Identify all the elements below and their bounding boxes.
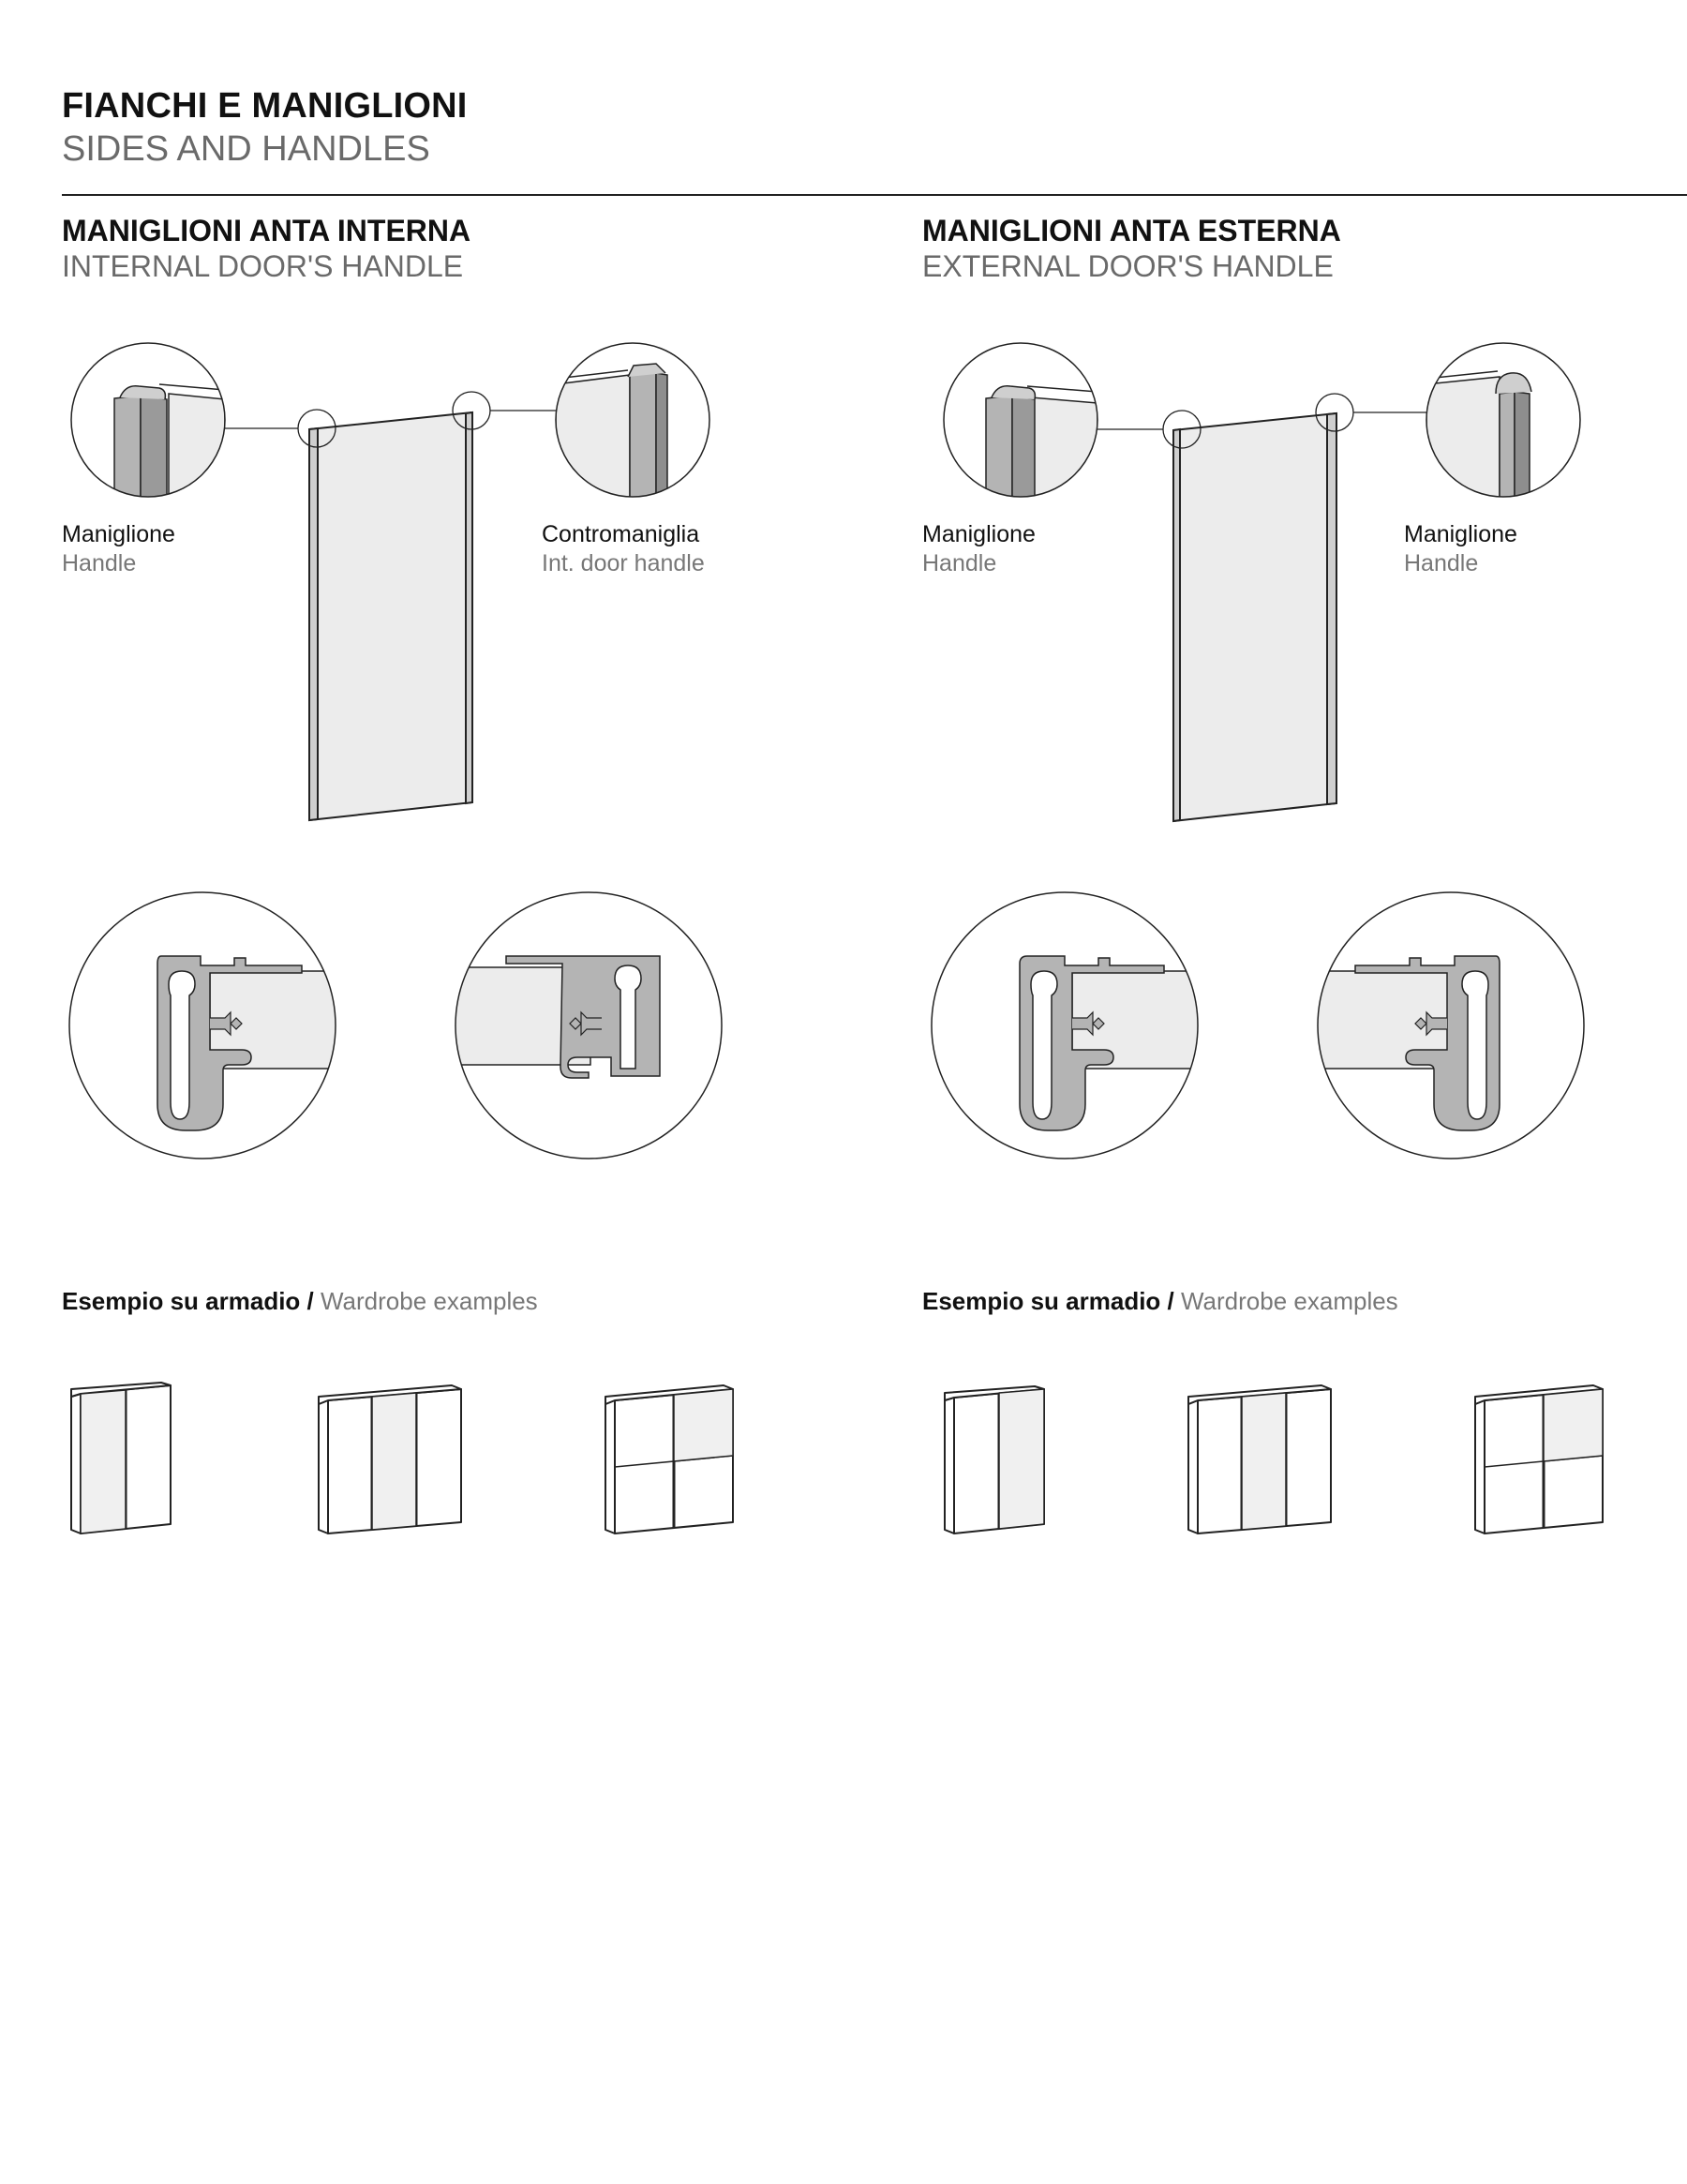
internal-left-label: Maniglione — [62, 521, 175, 547]
internal-wardrobe-3-door — [319, 1385, 461, 1533]
internal-wardrobe-grid — [605, 1385, 733, 1533]
internal-left-sublabel: Handle — [62, 550, 137, 576]
external-handle-section — [932, 892, 1203, 1159]
external-left-detail — [944, 343, 1097, 506]
external-examples-caption: Esempio su armadio / Wardrobe examples — [922, 1287, 1398, 1315]
section-external-subtitle: EXTERNAL DOOR'S HANDLE — [922, 249, 1334, 283]
internal-right-detail — [556, 343, 709, 506]
external-wardrobe-2-door — [945, 1386, 1044, 1533]
external-handle-section-right — [1303, 892, 1584, 1159]
external-wardrobe-3-door — [1188, 1385, 1331, 1533]
section-internal-subtitle: INTERNAL DOOR'S HANDLE — [62, 249, 464, 283]
section-external-title: MANIGLIONI ANTA ESTERNA — [922, 214, 1341, 247]
external-right-label: Maniglione — [1404, 521, 1517, 547]
external-right-detail — [1426, 343, 1580, 506]
internal-left-detail — [71, 343, 225, 506]
external-left-label: Maniglione — [922, 521, 1036, 547]
external-right-sublabel: Handle — [1404, 550, 1479, 576]
internal-handle-section — [69, 892, 341, 1159]
internal-examples-caption: Esempio su armadio / Wardrobe examples — [62, 1287, 538, 1315]
internal-right-sublabel: Int. door handle — [542, 550, 705, 576]
internal-wardrobe-2-door — [71, 1383, 171, 1533]
external-left-sublabel: Handle — [922, 550, 997, 576]
section-internal-title: MANIGLIONI ANTA INTERNA — [62, 214, 471, 247]
internal-right-label: Contromaniglia — [542, 521, 700, 547]
page-title: FIANCHI E MANIGLIONI — [62, 86, 468, 126]
internal-door-panel — [309, 412, 472, 820]
page-subtitle: SIDES AND HANDLES — [62, 129, 430, 169]
external-wardrobe-grid — [1475, 1385, 1603, 1533]
internal-counter-handle-section — [440, 892, 722, 1159]
external-door-panel — [1173, 413, 1336, 821]
